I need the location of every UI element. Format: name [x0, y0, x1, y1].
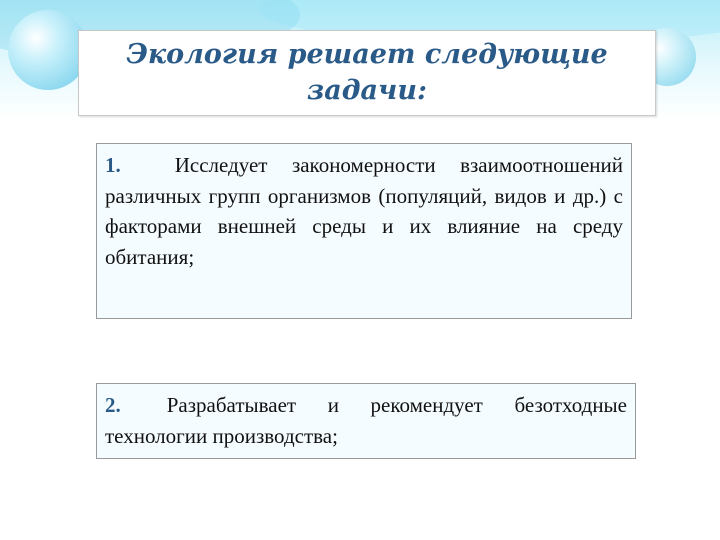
- task-text: Исследует закономерности взаимоотношений различных групп организмов (популяций, видов и др.) с факторами внешней среды и их влияние на среду обитания;: [105, 153, 623, 269]
- task-text: Разрабатывает и рекомендует безотходные технологии производства;: [105, 393, 627, 448]
- task-card-1: [96, 143, 632, 319]
- task-number: 2.: [105, 393, 121, 417]
- task-number: 1.: [105, 153, 121, 177]
- title-box: [78, 30, 656, 116]
- slide-title: Экология решает следующие задачи:: [126, 39, 608, 106]
- task-card-2: [96, 383, 636, 459]
- decorative-bubble-left: [8, 10, 88, 90]
